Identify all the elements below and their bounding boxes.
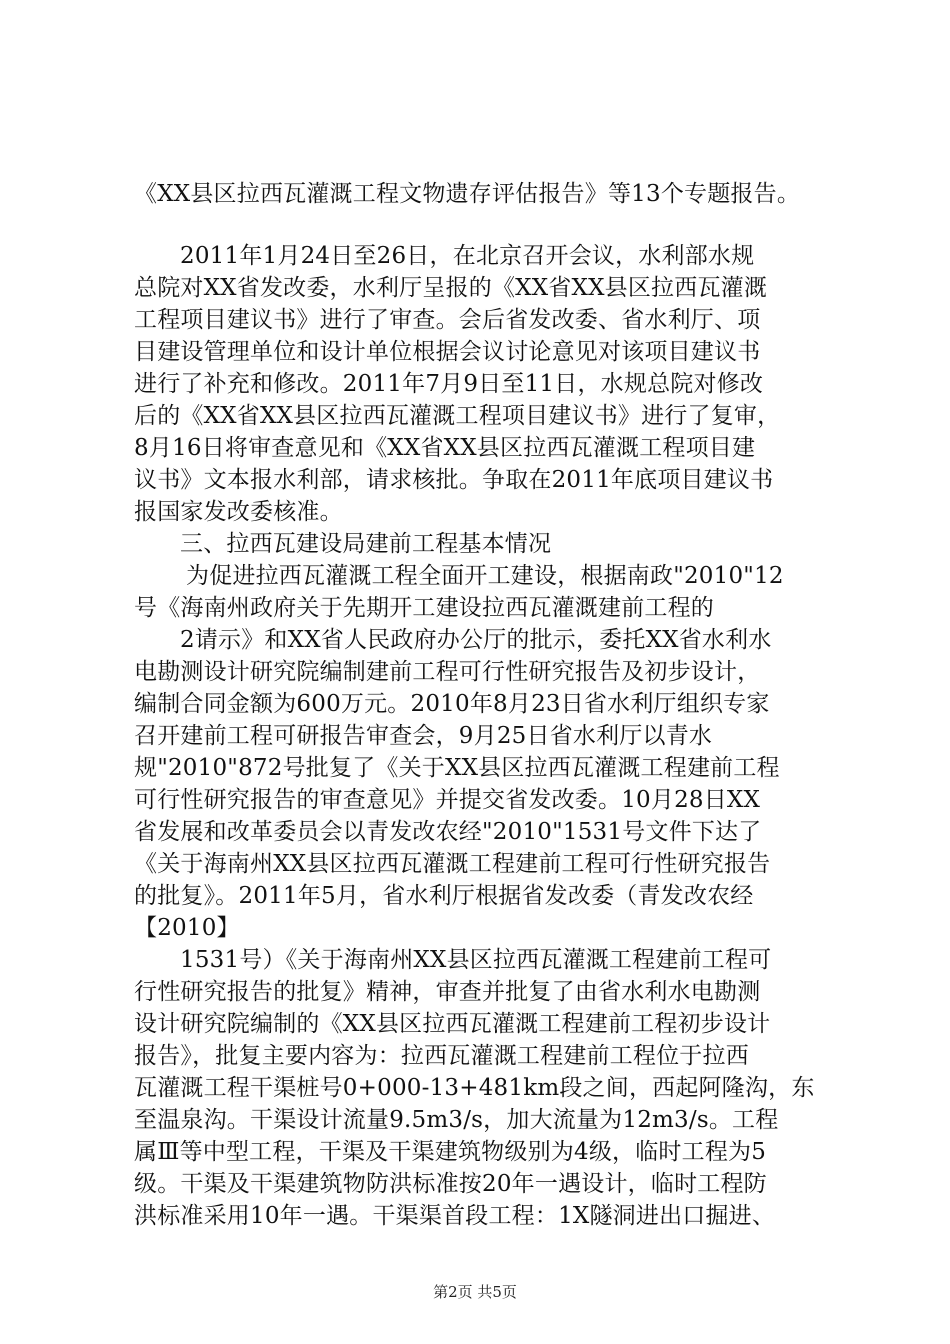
text-line: 后的《XX省XX县区拉西瓦灌溉工程项目建议书》进行了复审， — [134, 403, 781, 429]
text-line: 1531号）《关于海南州XX县区拉西瓦灌溉工程建前工程可 — [180, 947, 772, 973]
text-line: 总院对XX省发改委，水利厅呈报的《XX省XX县区拉西瓦灌溉 — [134, 275, 768, 301]
text-line: 2011年1月24日至26日，在北京召开会议，水利部水规 — [180, 243, 755, 269]
text-line: 《XX县区拉西瓦灌溉工程文物遗存评估报告》等13个专题报告。 — [134, 181, 801, 207]
text-line: 2请示》和XX省人民政府办公厅的批示，委托XX省水利水 — [180, 627, 772, 653]
section-heading: 三、拉西瓦建设局建前工程基本情况 — [180, 531, 552, 557]
text-line: 设计研究院编制的《XX县区拉西瓦灌溉工程建前工程初步设计 — [134, 1011, 771, 1037]
text-line: 洪标准采用10年一遇。干渠渠首段工程：1X隧洞进出口掘进、 — [134, 1203, 776, 1229]
text-line: 电勘测设计研究院编制建前工程可行性研究报告及初步设计， — [134, 659, 761, 685]
text-line: 至温泉沟。干渠设计流量9.5m3/s，加大流量为12m3/s。工程 — [134, 1107, 779, 1133]
text-line: 报告》，批复主要内容为：拉西瓦灌溉工程建前工程位于拉西 — [134, 1043, 749, 1069]
text-line: 可行性研究报告的审查意见》并提交省发改委。10月28日XX — [134, 787, 761, 813]
text-line: 属Ⅲ等中型工程，干渠及干渠建筑物级别为4级，临时工程为5 — [134, 1139, 767, 1165]
text-line: 8月16日将审查意见和《XX省XX县区拉西瓦灌溉工程项目建 — [134, 435, 756, 461]
text-line: 为促进拉西瓦灌溉工程全面开工建设，根据南政"2010"12 — [186, 563, 784, 589]
text-line: 规"2010"872号批复了《关于XX县区拉西瓦灌溉工程建前工程 — [134, 755, 780, 781]
text-line: 瓦灌溉工程干渠桩号0+000-13+481km段之间，西起阿隆沟，东 — [134, 1075, 815, 1101]
text-line: 议书》文本报水利部，请求核批。争取在2011年底项目建议书 — [134, 467, 774, 493]
text-line: 报国家发改委核准。 — [134, 499, 343, 525]
text-line: 行性研究报告的批复》精神，审查并批复了由省水利水电勘测 — [134, 979, 761, 1005]
text-line: 级。干渠及干渠建筑物防洪标准按20年一遇设计，临时工程防 — [134, 1171, 767, 1197]
text-line: 目建设管理单位和设计单位根据会议讨论意见对该项目建议书 — [134, 339, 761, 365]
text-line: 召开建前工程可研报告审查会，9月25日省水利厅以青水 — [134, 723, 713, 749]
page-number-footer: 第2页 共5页 — [433, 1283, 517, 1301]
text-line: 工程项目建议书》进行了审查。会后省发改委、省水利厅、项 — [134, 307, 761, 333]
text-line: 《关于海南州XX县区拉西瓦灌溉工程建前工程可行性研究报告 — [134, 851, 771, 877]
text-line: 编制合同金额为600万元。2010年8月23日省水利厅组织专家 — [134, 691, 770, 717]
text-line: 进行了补充和修改。2011年7月9日至11日，水规总院对修改 — [134, 371, 764, 397]
text-line: 【2010】 — [134, 915, 240, 941]
text-line: 号《海南州政府关于先期开工建设拉西瓦灌溉建前工程的 — [134, 595, 714, 621]
text-line: 省发展和改革委员会以青发改农经"2010"1531号文件下达了 — [134, 819, 762, 845]
text-line: 的批复》。2011年5月，省水利厅根据省发改委（青发改农经 — [134, 883, 754, 909]
